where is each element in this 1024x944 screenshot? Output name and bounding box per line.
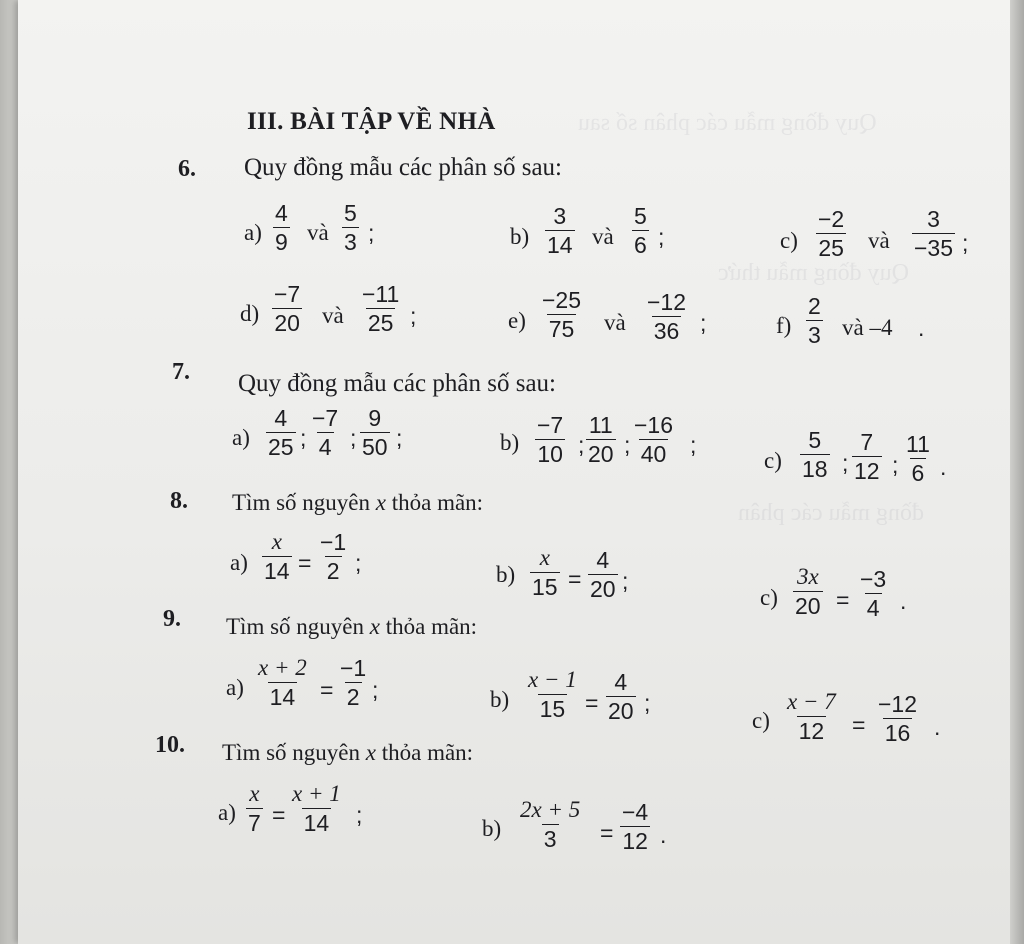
- problem-number: 10.: [155, 732, 185, 758]
- fraction: $\frac{x}{7}$: [248, 781, 261, 837]
- fraction: $\frac{4}{20}$: [608, 669, 634, 725]
- bleed-through-text: Quy đồng mẫu các phân số sau: [578, 110, 877, 136]
- punctuation: .: [934, 714, 941, 740]
- part-label: e): [508, 308, 526, 333]
- part-label: a): [244, 220, 262, 245]
- equals-sign: =: [600, 820, 614, 846]
- part-label: c): [764, 448, 782, 473]
- fraction: $\frac{11}{20}$: [588, 412, 614, 468]
- part-label: a): [230, 550, 248, 575]
- equals-sign: =: [272, 802, 286, 828]
- fraction: $\frac{3x}{20}$: [795, 564, 821, 620]
- fraction: $\frac{-4}{12}$: [622, 799, 649, 855]
- equals-sign: =: [568, 566, 582, 592]
- equals-sign: =: [836, 587, 850, 613]
- fraction: $\frac{-7}{4}$: [312, 405, 339, 461]
- part-label: b): [510, 224, 530, 249]
- bleed-through-text: đồng mẫu các phân: [738, 500, 924, 526]
- problem-statement: Tìm số nguyên x thỏa mãn:: [222, 740, 474, 765]
- fraction: $\frac{x}{14}$: [264, 529, 290, 585]
- fraction: $\frac{4}{20}$: [590, 547, 616, 603]
- part-label: b): [496, 562, 516, 587]
- fraction: $\frac{-1}{2}$: [320, 529, 347, 585]
- punctuation: .: [900, 588, 907, 614]
- fraction: $\frac{-12}{36}$: [647, 289, 687, 345]
- problem-statement: Tìm số nguyên x thỏa mãn:: [226, 614, 478, 639]
- fraction: $\frac{-7}{10}$: [537, 412, 564, 468]
- punctuation: ;: [368, 220, 375, 246]
- problem-statement: Quy đồng mẫu các phân số sau:: [244, 154, 562, 181]
- equals-sign: =: [585, 690, 599, 716]
- connector-word: và: [307, 220, 329, 245]
- fraction: $\frac{-25}{75}$: [542, 287, 582, 343]
- fraction: $\frac{3}{14}$: [547, 203, 573, 259]
- part-label: f): [776, 313, 792, 338]
- fraction: $\frac{-1}{2}$: [340, 655, 367, 711]
- connector-word: và: [868, 228, 890, 253]
- part-label: c): [780, 228, 798, 253]
- punctuation: .: [918, 315, 925, 341]
- fraction: $\frac{-7}{20}$: [274, 281, 301, 337]
- punctuation: ;: [842, 450, 849, 476]
- problem-number: 9.: [163, 606, 181, 632]
- fraction: $\frac{4}{25}$: [268, 405, 294, 461]
- connector-word: và: [322, 303, 344, 328]
- punctuation: ;: [396, 425, 403, 451]
- fraction: $\frac{-16}{40}$: [634, 412, 674, 468]
- punctuation: ;: [892, 452, 899, 478]
- fraction: $\frac{-12}{16}$: [878, 691, 918, 747]
- punctuation: ;: [658, 224, 665, 250]
- punctuation: ;: [300, 425, 307, 451]
- punctuation: ;: [700, 310, 707, 336]
- problem-statement: Quy đồng mẫu các phân số sau:: [238, 370, 556, 397]
- fraction: $\frac{5}{6}$: [634, 203, 647, 259]
- fraction: $\frac{2}{3}$: [808, 293, 821, 349]
- punctuation: ;: [644, 690, 651, 716]
- part-label: c): [752, 708, 770, 733]
- problem-statement: Tìm số nguyên x thỏa mãn:: [232, 490, 484, 515]
- punctuation: .: [940, 454, 947, 480]
- part-label: b): [490, 687, 510, 712]
- fraction: $\frac{x + 1}{14}$: [292, 781, 341, 837]
- punctuation: .: [660, 822, 667, 848]
- fraction: $\frac{11}{6}$: [906, 431, 930, 487]
- fraction: $\frac{-3}{4}$: [860, 566, 887, 622]
- punctuation: ;: [410, 303, 417, 329]
- fraction: $\frac{4}{9}$: [275, 200, 288, 256]
- punctuation: ;: [962, 230, 969, 256]
- punctuation: ;: [624, 432, 631, 458]
- connector-word: và: [604, 310, 626, 335]
- punctuation: ;: [356, 802, 363, 828]
- punctuation: ;: [578, 432, 585, 458]
- page-edge: [1010, 0, 1024, 944]
- part-label: b): [500, 430, 520, 455]
- equals-sign: =: [320, 677, 334, 703]
- fraction: $\frac{2x + 5}{3}$: [520, 797, 581, 853]
- section-heading: III. BÀI TẬP VỀ NHÀ: [247, 108, 496, 135]
- fraction: $\frac{-11}{25}$: [362, 281, 400, 337]
- problem-number: 8.: [170, 488, 188, 514]
- connector-word: và: [592, 224, 614, 249]
- part-label: a): [232, 425, 250, 450]
- part-label: b): [482, 816, 502, 841]
- fraction: $\frac{9}{50}$: [362, 405, 388, 461]
- part-label: a): [226, 675, 244, 700]
- fraction: $\frac{x + 2}{14}$: [258, 655, 307, 711]
- bleed-through-text: Quy đồng mẫu thức: [718, 260, 909, 286]
- punctuation: ;: [350, 425, 357, 451]
- problem-number: 7.: [172, 359, 190, 385]
- part-label: d): [240, 301, 260, 326]
- fraction: $\frac{x - 7}{12}$: [787, 689, 836, 745]
- fraction: $\frac{3}{-35}$: [914, 206, 954, 262]
- equals-sign: =: [852, 712, 866, 738]
- punctuation: ;: [622, 568, 629, 594]
- fraction: $\frac{x}{15}$: [532, 545, 558, 601]
- fraction: $\frac{5}{18}$: [802, 427, 828, 483]
- fraction: $\frac{x - 1}{15}$: [528, 667, 577, 723]
- part-label: a): [218, 800, 236, 825]
- punctuation: ;: [355, 550, 362, 576]
- punctuation: ;: [690, 432, 697, 458]
- problem-number: 6.: [178, 156, 196, 182]
- fraction: $\frac{-2}{25}$: [818, 206, 845, 262]
- fraction: $\frac{7}{12}$: [854, 429, 880, 485]
- equals-sign: =: [298, 550, 312, 576]
- fraction: $\frac{5}{3}$: [344, 200, 357, 256]
- part-label: c): [760, 585, 778, 610]
- connector-word: và –4: [842, 315, 893, 340]
- punctuation: ;: [372, 677, 379, 703]
